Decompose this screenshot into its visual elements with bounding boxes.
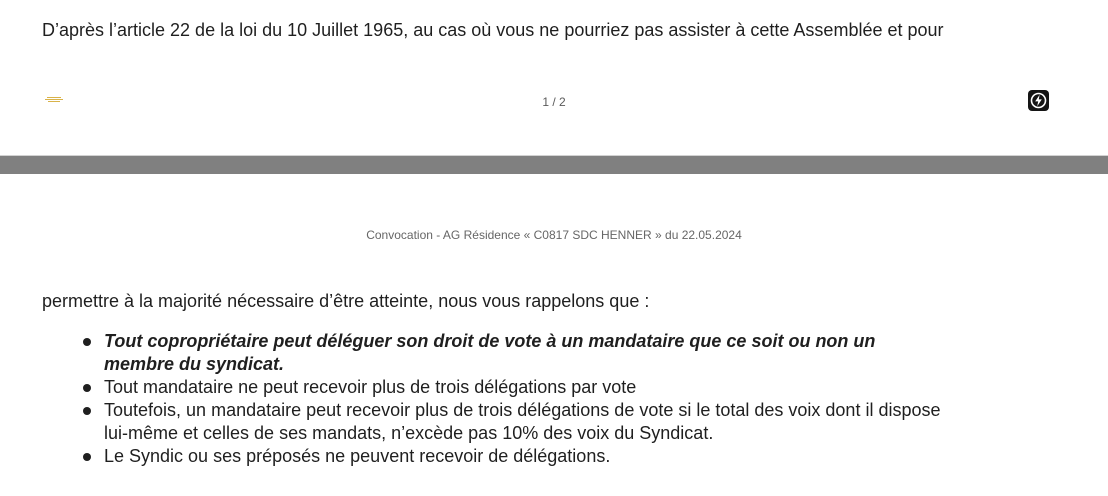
list-item xyxy=(104,330,944,376)
list-item-text: Toutefois, un mandataire peut recevoir plus de trois délégations de vote si le total des voix dont il dispose lui-même et celles de ses mandats, n’excède pas 10% des voix du Syndicat. xyxy=(104,400,941,443)
list-item xyxy=(104,376,944,399)
list-item-text: Tout copropriétaire peut déléguer son droit de vote à un mandataire que ce soit ou non un membre du syndicat. xyxy=(104,331,876,374)
list-item xyxy=(104,399,944,445)
bullet-icon xyxy=(83,453,91,461)
bullet-icon xyxy=(83,338,91,346)
delegation-rules-list xyxy=(104,330,944,468)
page-header: Convocation - AG Résidence « C0817 SDC HENNER » du 22.05.2024 xyxy=(366,228,742,242)
bullet-icon xyxy=(83,407,91,415)
page-separator xyxy=(0,155,1108,174)
document-page-1 xyxy=(0,0,1108,155)
list-item-text: Tout mandataire ne peut recevoir plus de trois délégations par vote xyxy=(104,377,637,397)
intro-paragraph: permettre à la majorité nécessaire d’être atteinte, nous vous rappelons que : xyxy=(42,291,650,311)
bullet-icon xyxy=(83,384,91,392)
lightning-bolt-icon[interactable] xyxy=(1028,90,1049,111)
document-page-2 xyxy=(0,174,1108,496)
list-item-text: Le Syndic ou ses préposés ne peuvent recevoir de délégations. xyxy=(104,446,611,466)
continued-paragraph-line: D’après l’article 22 de la loi du 10 Juillet 1965, au cas où vous ne pourriez pas assister à cette Assemblée et pour xyxy=(42,20,944,40)
list-item xyxy=(104,445,944,468)
page-number: 1 / 2 xyxy=(542,95,566,109)
